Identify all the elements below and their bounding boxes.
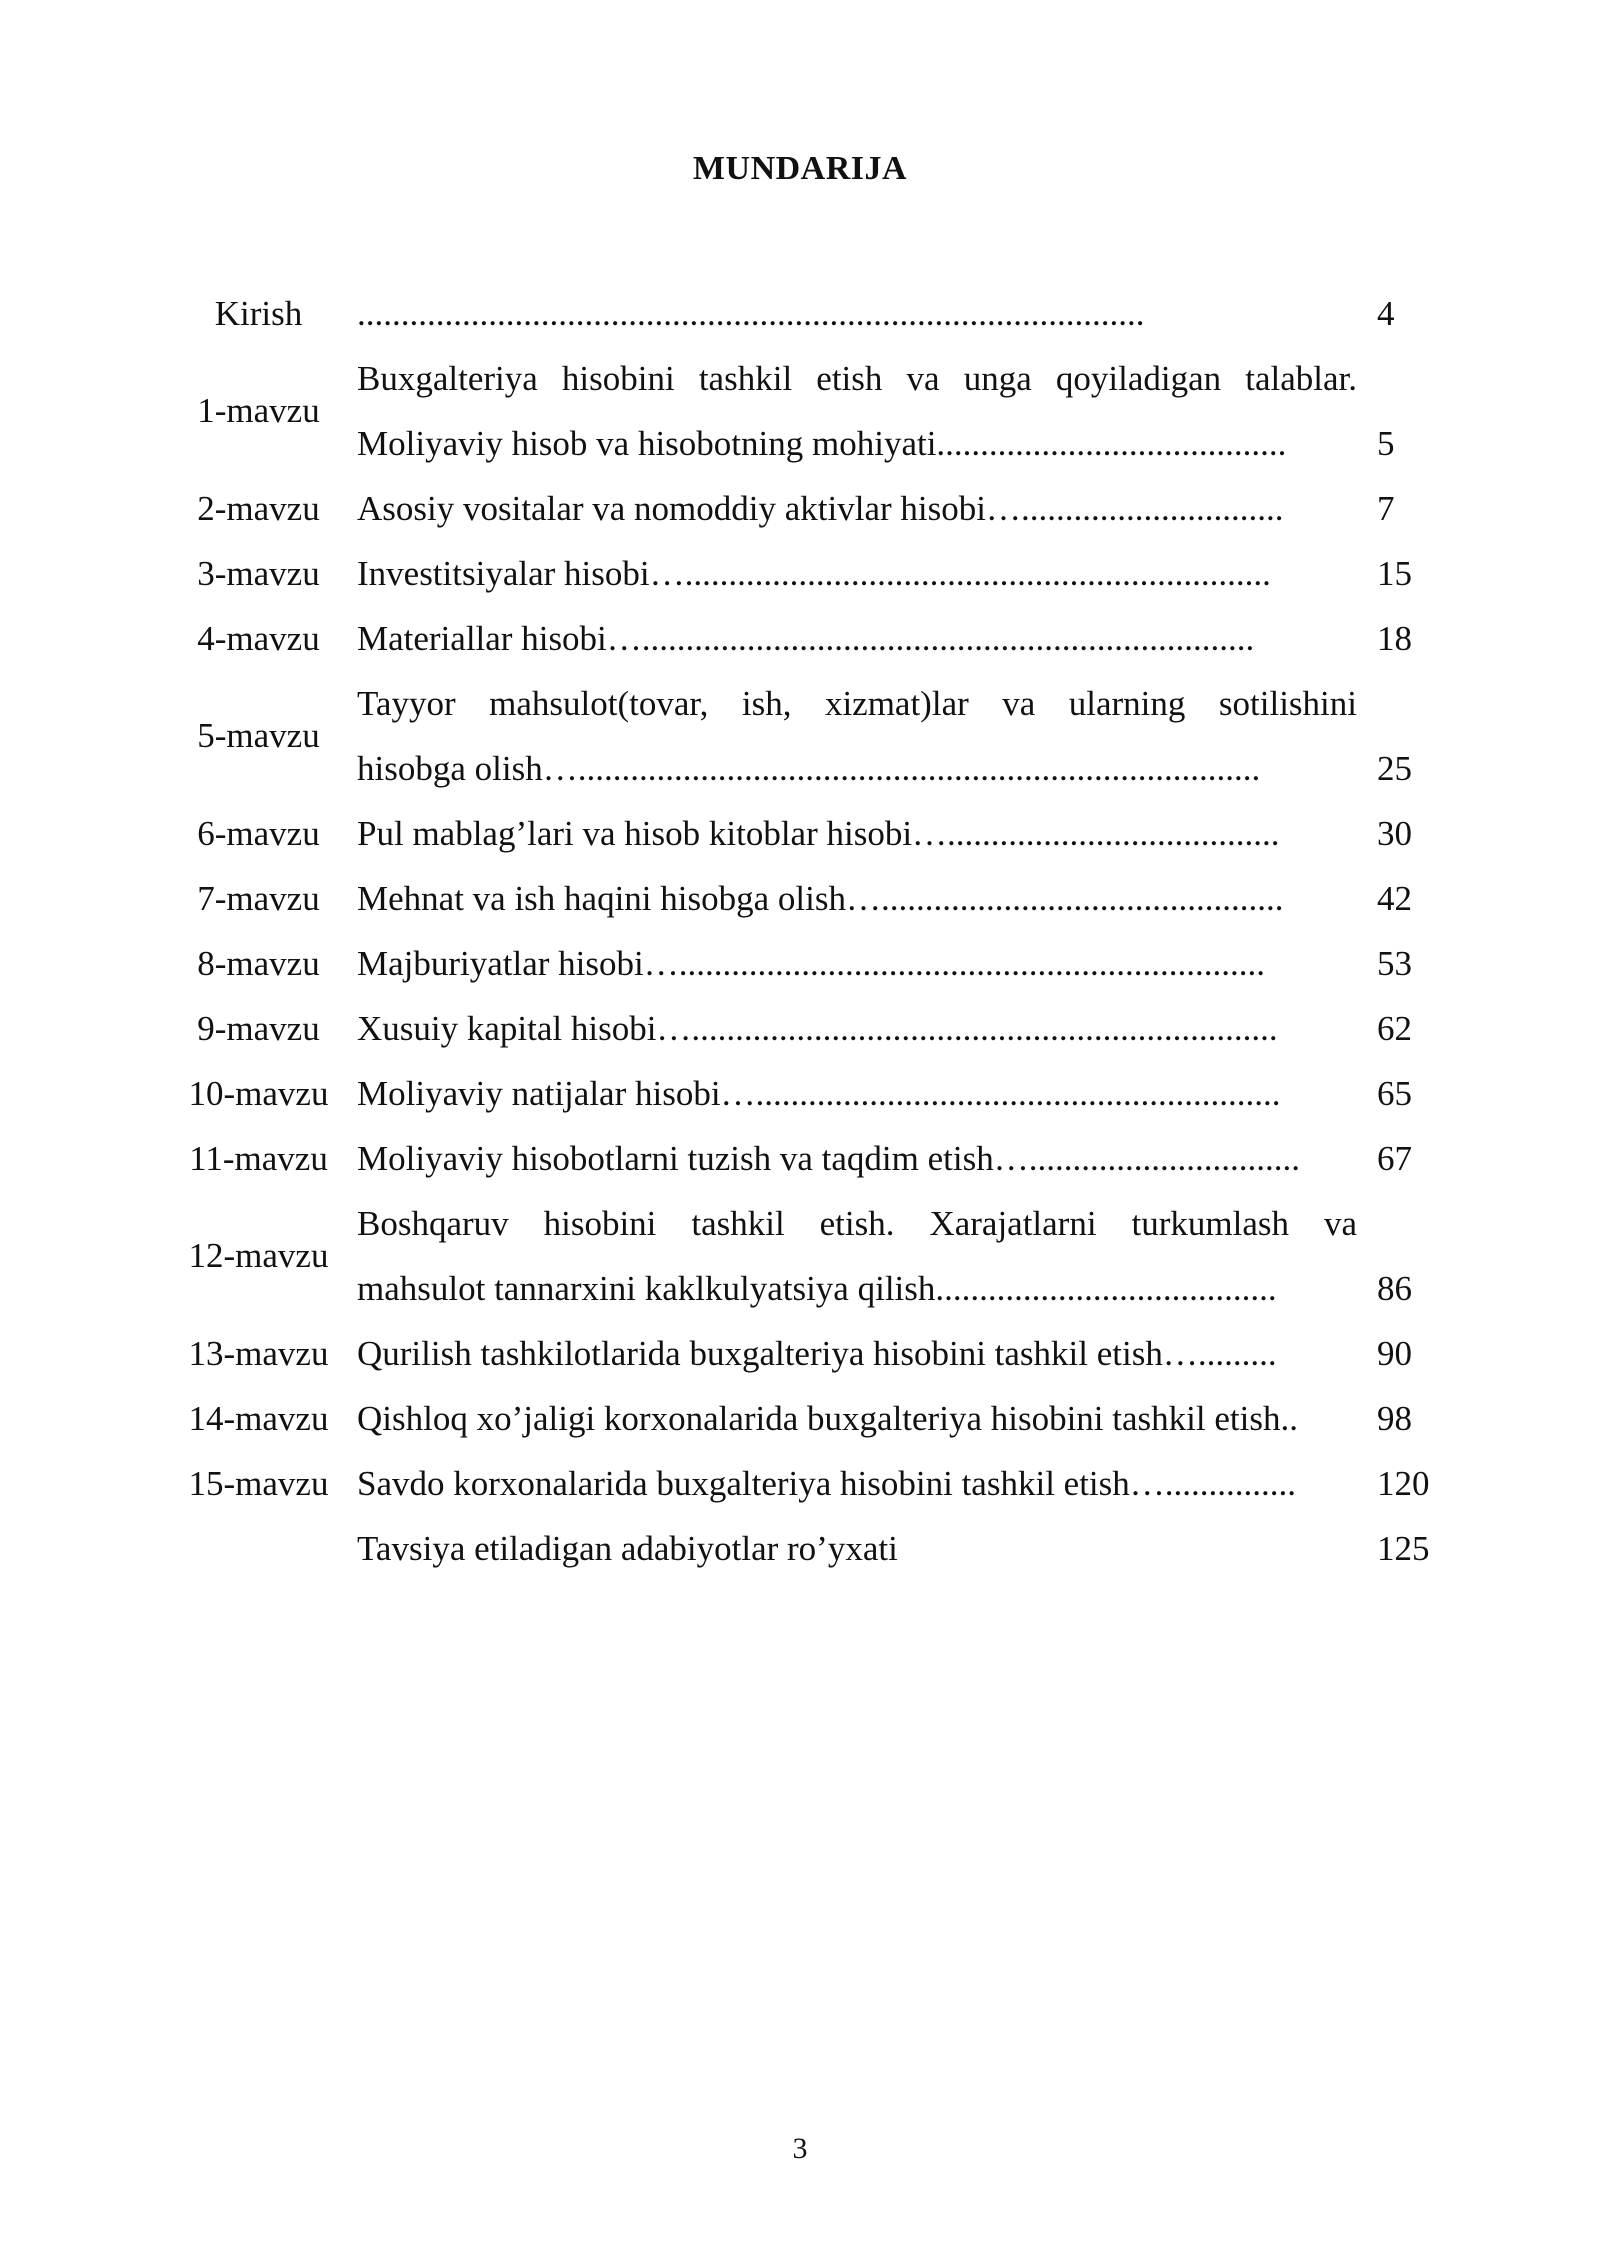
toc-entry xyxy=(357,866,1357,931)
toc-topic-label: 3-mavzu xyxy=(197,553,320,593)
toc-page-number: 42 xyxy=(1377,879,1412,918)
toc-entry xyxy=(357,801,1357,866)
toc-topic-label: 12-mavzu xyxy=(188,1236,329,1275)
toc-page-number: 67 xyxy=(1377,1139,1412,1178)
toc-entry-text: Majburiyatlar hisobi…................................................................... xyxy=(357,944,1266,983)
toc-page-number: 98 xyxy=(1377,1399,1412,1438)
toc-row xyxy=(160,866,1460,931)
toc-row xyxy=(160,1126,1460,1191)
toc-topic-label: 5-mavzu xyxy=(197,716,320,755)
toc-page-number: 5 xyxy=(1377,424,1395,463)
toc-topic-label: 4-mavzu xyxy=(197,618,320,658)
toc-entry-text: Tayyor mahsulot(tovar, ish, xizmat)lar va ularning sotilishini xyxy=(357,684,1357,723)
toc-entry-text: Pul mablag’lari va hisob kitoblar hisobi…...................................... xyxy=(357,814,1280,853)
table-of-contents xyxy=(160,281,1460,1581)
toc-entry xyxy=(357,1061,1357,1126)
toc-topic-label: 14-mavzu xyxy=(188,1398,329,1438)
toc-entry-text: Moliyaviy hisobotlarni tuzish va taqdim etish…............................... xyxy=(357,1139,1300,1178)
toc-page-number: 15 xyxy=(1377,554,1412,593)
toc-entry-text: Buxgalteriya hisobini tashkil etish va unga qoyiladigan talablar. xyxy=(357,359,1357,398)
toc-entry xyxy=(357,1516,1357,1581)
toc-topic-label: 9-mavzu xyxy=(197,1008,320,1048)
toc-page-number: 90 xyxy=(1377,1334,1412,1373)
toc-row xyxy=(160,346,1460,476)
toc-entry xyxy=(357,1321,1357,1386)
toc-page-number: 18 xyxy=(1377,619,1412,658)
toc-entry-text: Moliyaviy natijalar hisobi…............................................................ xyxy=(357,1074,1281,1113)
toc-page-number: 120 xyxy=(1377,1464,1430,1503)
toc-page-number: 65 xyxy=(1377,1074,1412,1113)
toc-entry xyxy=(357,281,1357,346)
toc-entry xyxy=(357,1191,1357,1321)
toc-entry-text: Boshqaruv hisobini tashkil etish. Xarajatlarni turkumlash va xyxy=(357,1204,1357,1243)
toc-entry-text: Tavsiya etiladigan adabiyotlar ro’yxati xyxy=(357,1529,898,1568)
toc-page-number: 4 xyxy=(1377,294,1395,333)
toc-row xyxy=(160,931,1460,996)
toc-topic-label: 15-mavzu xyxy=(188,1463,329,1503)
toc-page-number: 30 xyxy=(1377,814,1412,853)
toc-entry xyxy=(357,1386,1357,1451)
toc-entry-text: Materiallar hisobi…...................................................................... xyxy=(357,619,1255,658)
toc-entry-text: Moliyaviy hisob va hisobotning mohiyati........................................ xyxy=(357,424,1287,463)
toc-entry-text: Qishloq xo’jaligi korxonalarida buxgalteriya hisobini tashkil etish.. xyxy=(357,1399,1298,1438)
toc-row xyxy=(160,1321,1460,1386)
toc-entry xyxy=(357,671,1357,801)
toc-page-number: 125 xyxy=(1377,1529,1430,1568)
toc-entry-text: Mehnat va ish haqini hisobga olish….............................................. xyxy=(357,879,1284,918)
toc-topic-label: 13-mavzu xyxy=(188,1333,329,1373)
toc-row xyxy=(160,996,1460,1061)
toc-row xyxy=(160,1061,1460,1126)
toc-page-number: 62 xyxy=(1377,1009,1412,1048)
toc-entry-text: Savdo korxonalarida buxgalteriya hisobini tashkil etish…............... xyxy=(357,1464,1297,1503)
toc-row xyxy=(160,1516,1460,1581)
toc-topic-label: 2-mavzu xyxy=(197,488,320,528)
toc-entry xyxy=(357,1451,1357,1516)
page-title: MUNDARIJA xyxy=(692,150,908,187)
toc-topic-label: 6-mavzu xyxy=(197,813,320,853)
toc-entry xyxy=(357,606,1357,671)
toc-row xyxy=(160,1386,1460,1451)
toc-entry xyxy=(357,931,1357,996)
toc-entry-text: Investitsiyalar hisobi…................................................................... xyxy=(357,554,1271,593)
toc-entry-text: Qurilish tashkilotlarida buxgalteriya hisobini tashkil etish…......... xyxy=(357,1334,1277,1373)
toc-row xyxy=(160,671,1460,801)
toc-row xyxy=(160,1451,1460,1516)
toc-topic-label: 1-mavzu xyxy=(197,391,320,430)
toc-row xyxy=(160,541,1460,606)
toc-entry-text: Xusuiy kapital hisobi…................................................................... xyxy=(357,1009,1278,1048)
toc-entry-text: .......................................................................................... xyxy=(357,294,1145,333)
toc-page-number: 7 xyxy=(1377,489,1395,528)
toc-topic-label: 8-mavzu xyxy=(197,943,320,983)
toc-entry xyxy=(357,541,1357,606)
toc-entry-text: hisobga olish….............................................................................. xyxy=(357,749,1261,788)
toc-entry-text: Asosiy vositalar va nomoddiy aktivlar hisobi….............................. xyxy=(357,489,1284,528)
toc-topic-label: Kirish xyxy=(214,293,303,333)
toc-entry xyxy=(357,1126,1357,1191)
toc-topic-label: 7-mavzu xyxy=(197,878,320,918)
toc-row xyxy=(160,801,1460,866)
toc-row xyxy=(160,476,1460,541)
toc-page-number: 53 xyxy=(1377,944,1412,983)
toc-entry xyxy=(357,996,1357,1061)
toc-topic-label: 10-mavzu xyxy=(188,1073,329,1113)
toc-row xyxy=(160,606,1460,671)
toc-page-number: 25 xyxy=(1377,749,1412,788)
toc-row xyxy=(160,1191,1460,1321)
toc-entry xyxy=(357,346,1357,476)
toc-row xyxy=(160,281,1460,346)
page-number: 3 xyxy=(792,2132,808,2165)
toc-topic-label: 11-mavzu xyxy=(189,1138,328,1178)
toc-entry-text: mahsulot tannarxini kaklkulyatsiya qilish....................................... xyxy=(357,1269,1277,1308)
toc-entry xyxy=(357,476,1357,541)
toc-page-number: 86 xyxy=(1377,1269,1412,1308)
